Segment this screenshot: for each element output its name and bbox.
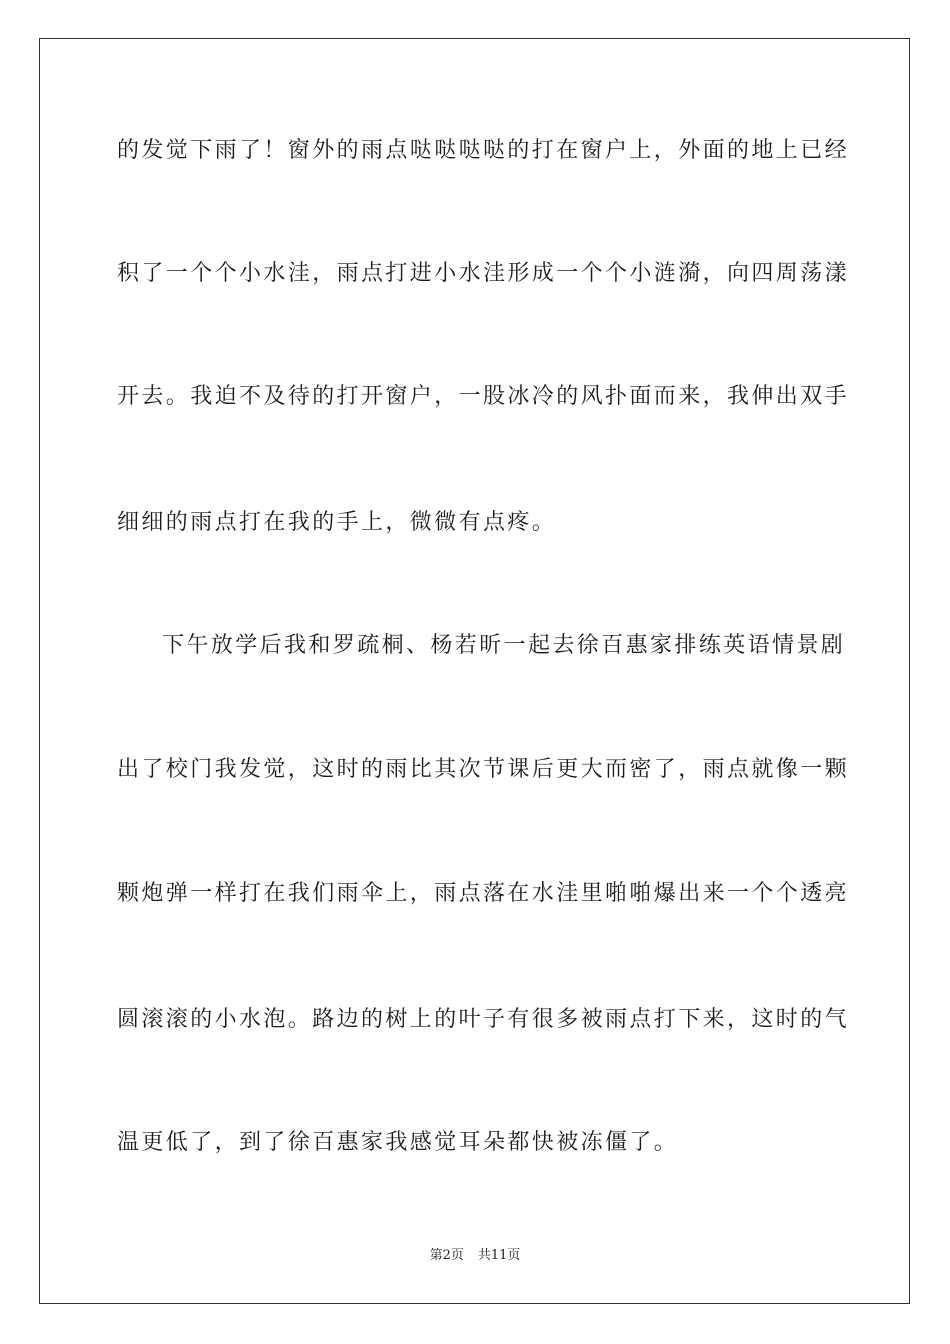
page-footer <box>0 1247 950 1265</box>
text-line-9: 温更低了，到了徐百惠家我感觉耳朵都快被冻僵了。 <box>117 1130 679 1155</box>
text-line-6: 出了校门我发觉，这时的雨比其次节课后更大而密了，雨点就像一颗 <box>117 757 850 782</box>
page-border <box>39 38 910 1304</box>
text-line-1: 的发觉下雨了！窗外的雨点哒哒哒哒的打在窗户上，外面的地上已经 <box>117 138 850 163</box>
text-line-7: 颗炮弹一样打在我们雨伞上，雨点落在水洼里啪啪爆出来一个个透亮 <box>117 881 850 906</box>
text-line-4: 细细的雨点打在我的手上，微微有点疼。 <box>117 510 557 535</box>
text-line-2: 积了一个个小水洼，雨点打进小水洼形成一个个小涟漪，向四周荡漾 <box>117 261 850 286</box>
total-pages: 共11页 <box>477 1248 521 1263</box>
text-line-5-paragraph-start: 下午放学后我和罗疏桐、杨若昕一起去徐百惠家排练英语情景剧 <box>162 633 846 658</box>
text-line-8: 圆滚滚的小水泡。路边的树上的叶子有很多被雨点打下来，这时的气 <box>117 1007 850 1032</box>
text-line-3: 开去。我迫不及待的打开窗户，一股冰冷的风扑面而来，我伸出双手 <box>117 384 850 409</box>
page-number: 第2页 <box>429 1248 464 1263</box>
